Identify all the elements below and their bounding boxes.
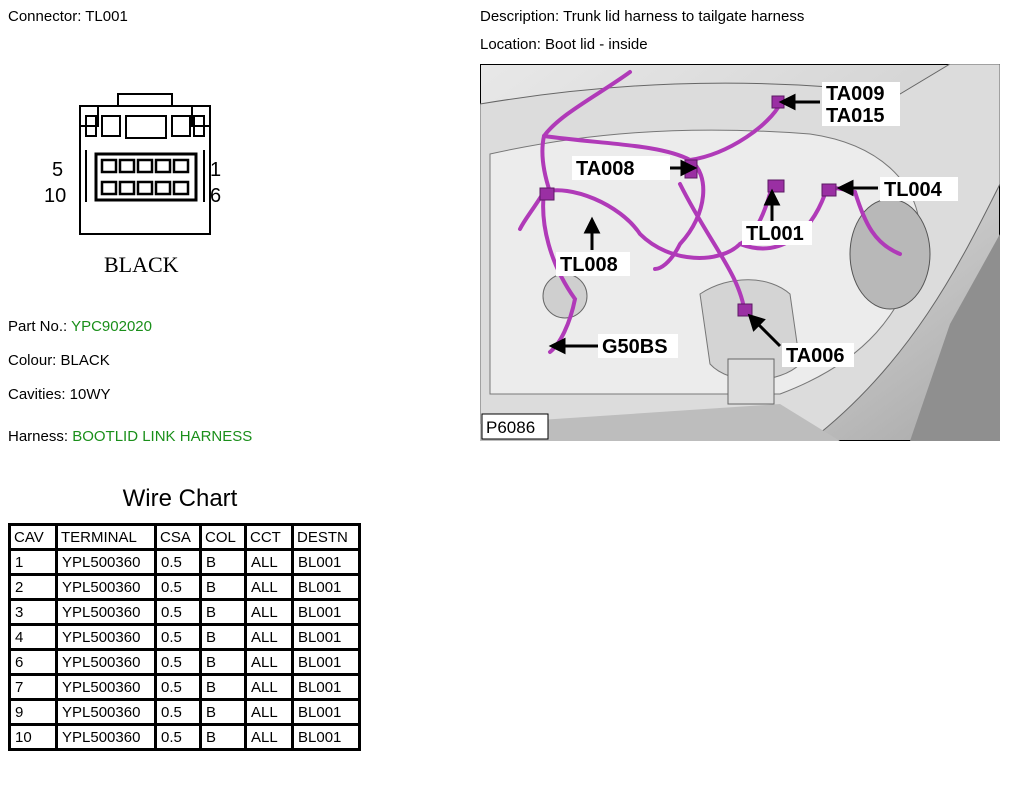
cell-cct: ALL — [246, 550, 293, 575]
cell-destn: BL001 — [293, 700, 360, 725]
wire-chart-title: Wire Chart — [122, 485, 238, 512]
cell-col: B — [201, 600, 246, 625]
column-header-terminal: TERMINAL — [57, 525, 156, 550]
cell-cav: 2 — [10, 575, 57, 600]
figure-id: P6086 — [486, 418, 536, 437]
cell-cav: 9 — [10, 700, 57, 725]
description-label: Description: Trunk lid harness to tailgate harness — [480, 8, 805, 25]
table-row — [10, 675, 360, 700]
cell-cav: 3 — [10, 600, 57, 625]
cell-terminal: YPL500360 — [57, 600, 156, 625]
callout-tl008: TL008 — [560, 254, 618, 276]
cell-destn: BL001 — [293, 650, 360, 675]
cell-col: B — [201, 575, 246, 600]
cell-col: B — [201, 700, 246, 725]
location-label: Location: Boot lid - inside — [480, 36, 648, 53]
harness-label: Harness: — [8, 428, 69, 445]
cell-csa: 0.5 — [156, 725, 201, 750]
cell-destn: BL001 — [293, 550, 360, 575]
cell-col: B — [201, 675, 246, 700]
cell-csa: 0.5 — [156, 575, 201, 600]
cell-cct: ALL — [246, 625, 293, 650]
cell-col: B — [201, 550, 246, 575]
colour-text: Colour: BLACK — [8, 352, 110, 369]
table-row — [10, 600, 360, 625]
table-row — [10, 650, 360, 675]
cell-csa: 0.5 — [156, 625, 201, 650]
connector-face-diagram — [40, 90, 240, 280]
cell-destn: BL001 — [293, 600, 360, 625]
part-number-label: Part No.: — [8, 318, 68, 335]
location-photo — [480, 64, 1000, 441]
cavities-text: Cavities: 10WY — [8, 386, 111, 403]
part-number-row — [8, 318, 152, 336]
cell-destn: BL001 — [293, 725, 360, 750]
cell-terminal: YPL500360 — [57, 675, 156, 700]
cell-col: B — [201, 625, 246, 650]
cell-csa: 0.5 — [156, 700, 201, 725]
table-row — [10, 725, 360, 750]
cell-cav: 6 — [10, 650, 57, 675]
pin-label-6: 6 — [210, 185, 222, 207]
cell-terminal: YPL500360 — [57, 550, 156, 575]
cell-terminal: YPL500360 — [57, 625, 156, 650]
cell-csa: 0.5 — [156, 650, 201, 675]
callout-tl004: TL004 — [884, 179, 942, 201]
cell-cav: 7 — [10, 675, 57, 700]
wire-chart-table — [8, 523, 361, 751]
cell-cav: 4 — [10, 625, 57, 650]
cell-cav: 1 — [10, 550, 57, 575]
harness-row — [8, 428, 252, 446]
cell-terminal: YPL500360 — [57, 650, 156, 675]
column-header-csa: CSA — [156, 525, 201, 550]
table-row — [10, 625, 360, 650]
column-header-cav: CAV — [10, 525, 57, 550]
table-row — [10, 700, 360, 725]
cell-destn: BL001 — [293, 675, 360, 700]
callout-ta015: TA015 — [826, 105, 885, 127]
callout-tl001: TL001 — [746, 223, 804, 245]
column-header-col: COL — [201, 525, 246, 550]
cell-csa: 0.5 — [156, 600, 201, 625]
cell-col: B — [201, 650, 246, 675]
cell-cct: ALL — [246, 725, 293, 750]
callout-ta008: TA008 — [576, 158, 635, 180]
wire-chart-header-row — [10, 525, 360, 550]
cell-cct: ALL — [246, 675, 293, 700]
table-row — [10, 550, 360, 575]
cell-destn: BL001 — [293, 625, 360, 650]
pin-label-1: 1 — [210, 159, 222, 181]
harness-link[interactable]: BOOTLID LINK HARNESS — [72, 428, 253, 445]
cell-cct: ALL — [246, 700, 293, 725]
cell-cct: ALL — [246, 650, 293, 675]
callout-g50bs: G50BS — [602, 336, 668, 358]
table-row — [10, 575, 360, 600]
cell-csa: 0.5 — [156, 550, 201, 575]
pin-label-10: 10 — [44, 185, 67, 207]
connector-colour-text: BLACK — [104, 252, 179, 277]
callout-ta009: TA009 — [826, 83, 885, 105]
cell-terminal: YPL500360 — [57, 575, 156, 600]
callout-ta006: TA006 — [786, 345, 845, 367]
connector-label: Connector: TL001 — [8, 8, 128, 25]
column-header-cct: CCT — [246, 525, 293, 550]
cell-terminal: YPL500360 — [57, 700, 156, 725]
cell-terminal: YPL500360 — [57, 725, 156, 750]
cell-cav: 10 — [10, 725, 57, 750]
cell-col: B — [201, 725, 246, 750]
pin-label-5: 5 — [52, 159, 64, 181]
part-number-link[interactable]: YPC902020 — [71, 318, 152, 335]
cell-cct: ALL — [246, 575, 293, 600]
column-header-destn: DESTN — [293, 525, 360, 550]
cell-csa: 0.5 — [156, 675, 201, 700]
cell-cct: ALL — [246, 600, 293, 625]
cell-destn: BL001 — [293, 575, 360, 600]
